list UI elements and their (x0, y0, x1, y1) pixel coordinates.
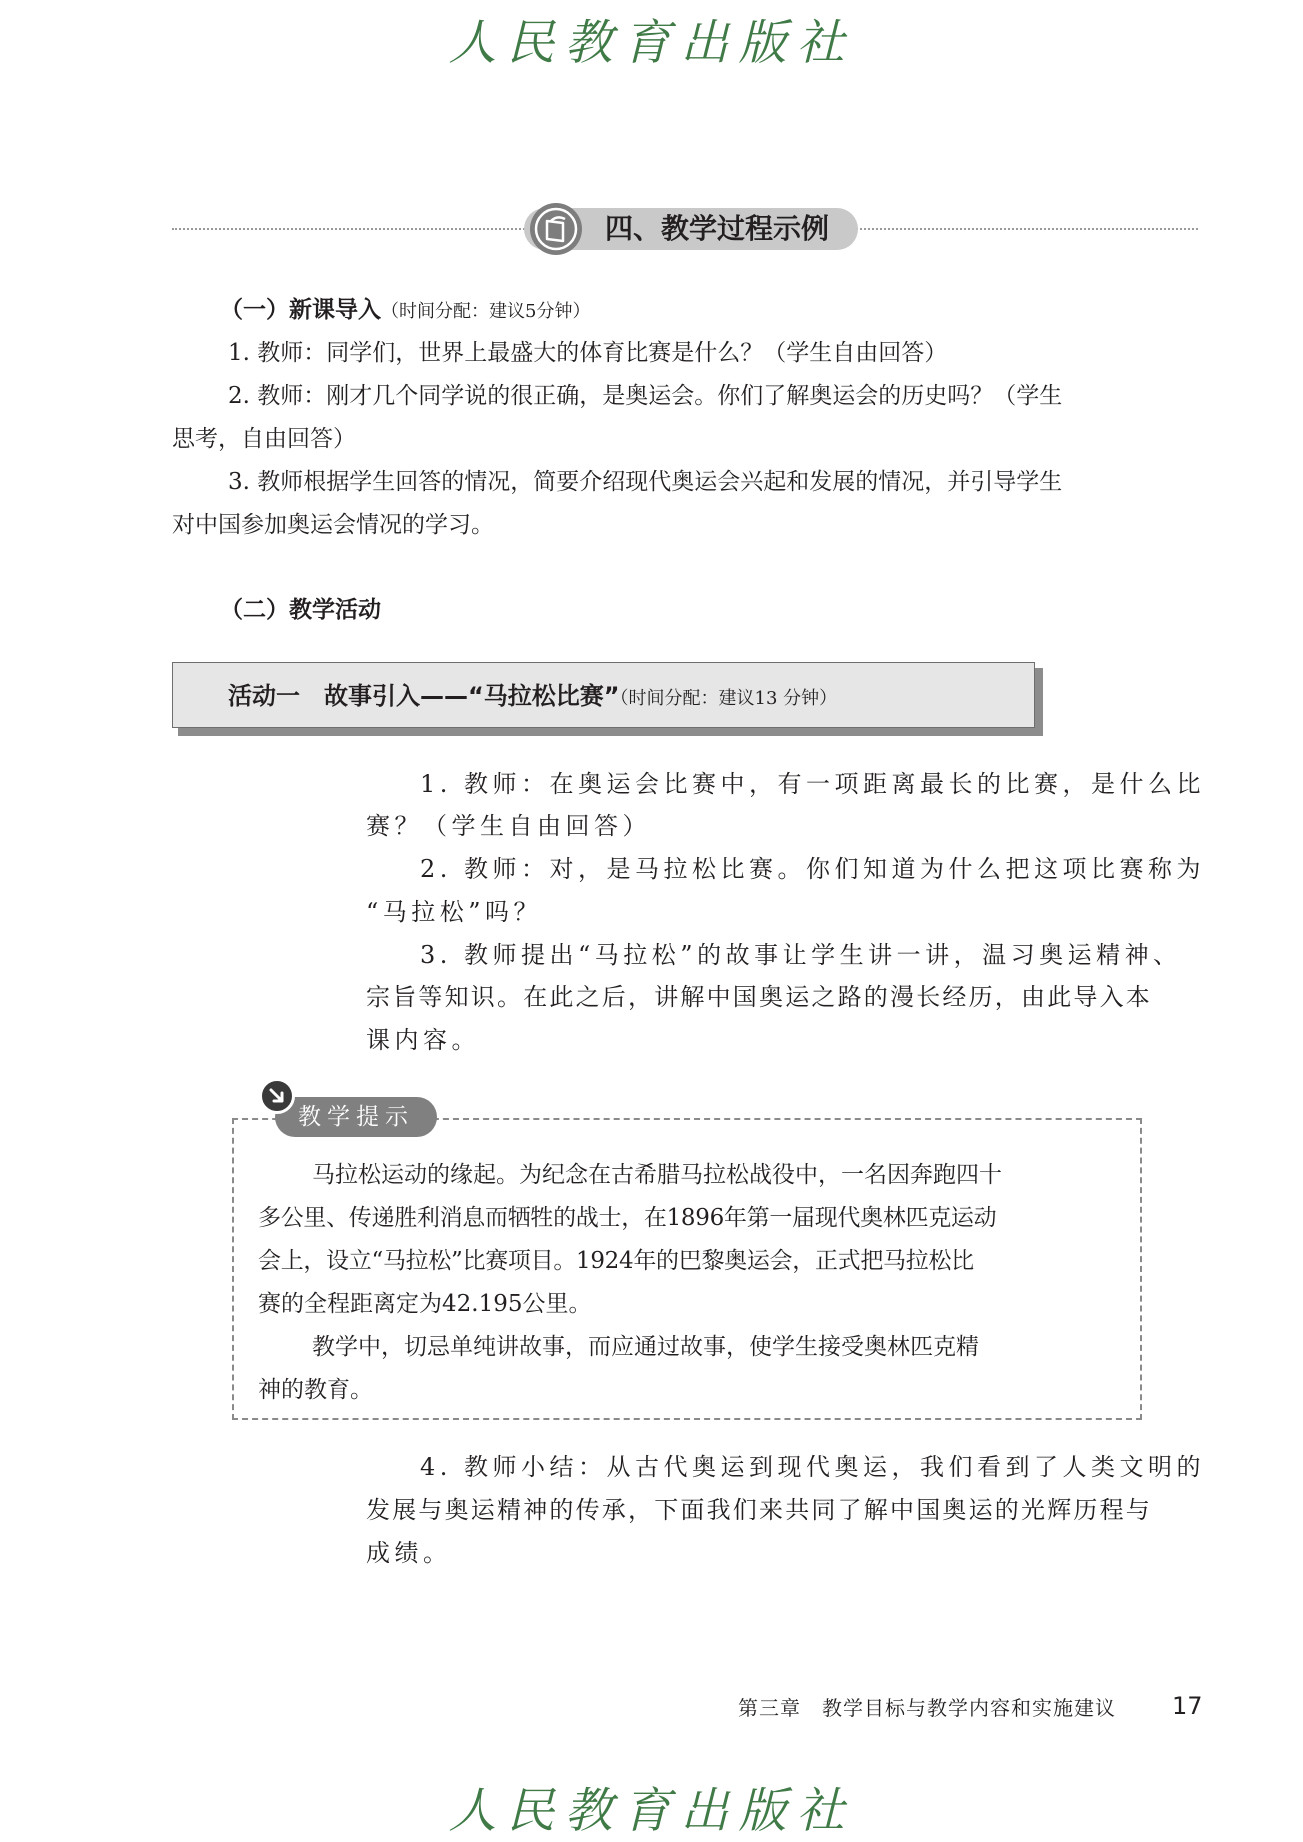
activity-line-7: 课内容。 (366, 1026, 480, 1054)
part1-line-4: 3. 教师根据学生回答的情况，简要介绍现代奥运会兴起和发展的情况，并引导学生 (228, 469, 1063, 495)
tip-line-4: 赛的全程距离定为42.195公里。 (258, 1291, 592, 1317)
part1-line-3: 思考，自由回答） (172, 426, 356, 452)
tip-line-1: 马拉松运动的缘起。为纪念在古希腊马拉松战役中，一名因奔跑四十 (312, 1162, 1002, 1188)
activity-closing-line-2: 发展与奥运精神的传承，下面我们来共同了解中国奥运的光辉历程与 (366, 1496, 1152, 1524)
tip-line-2: 多公里、传递胜利消息而牺牲的战士，在1896年第一届现代奥林匹克运动 (258, 1205, 997, 1231)
part1-line-2: 2. 教师：刚才几个同学说的很正确，是奥运会。你们了解奥运会的历史吗？（学生 (228, 383, 1063, 409)
publisher-logo-bottom: 人民教育出版社 (448, 1783, 855, 1839)
tip-line-3: 会上，设立“马拉松”比赛项目。1924年的巴黎奥运会，正式把马拉松比 (258, 1248, 974, 1274)
tip-line-5: 教学中，切忌单纯讲故事，而应通过故事，使学生接受奥林匹克精 (312, 1334, 979, 1360)
teaching-tip-label: 教学提示 (275, 1097, 437, 1137)
activity-line-5: 3. 教师提出“马拉松”的故事让学生讲一讲，温习奥运精神、 (420, 941, 1182, 969)
activity-closing-line-3: 成绩。 (366, 1539, 452, 1567)
section-divider-right (856, 228, 1198, 230)
arrow-down-right-icon (259, 1078, 295, 1114)
activity-title (228, 677, 837, 718)
activity-line-3: 2. 教师：对，是马拉松比赛。你们知道为什么把这项比赛称为 (420, 855, 1206, 883)
activity-line-6: 宗旨等知识。在此之后，讲解中国奥运之路的漫长经历，由此导入本 (366, 983, 1152, 1011)
book-icon (530, 203, 582, 255)
part1-heading (220, 289, 590, 333)
activity-closing-line-1: 4. 教师小结：从古代奥运到现代奥运，我们看到了人类文明的 (420, 1453, 1206, 1481)
part2-heading: （二）教学活动 (220, 597, 381, 623)
tip-line-6: 神的教育。 (258, 1377, 373, 1403)
page-number: 17 (1172, 1692, 1203, 1720)
part1-line-1: 1. 教师：同学们，世界上最盛大的体育比赛是什么？（学生自由回答） (228, 340, 948, 366)
activity-title-text: 活动一 故事引入——“马拉松比赛” (228, 682, 620, 710)
activity-line-4: “马拉松”吗？ (366, 898, 543, 926)
activity-line-2: 赛？（学生自由回答） (366, 812, 651, 840)
part1-time-note: （时间分配：建议5分钟） (381, 301, 591, 322)
activity-time-note: （时间分配：建议13 分钟） (619, 688, 838, 709)
section-title: 四、教学过程示例 (605, 212, 830, 245)
part1-heading-text: （一）新课导入 (220, 297, 381, 323)
section-divider-left (172, 228, 528, 230)
activity-line-1: 1. 教师：在奥运会比赛中，有一项距离最长的比赛，是什么比 (420, 770, 1206, 798)
footer-chapter: 第三章 教学目标与教学内容和实施建议 (738, 1696, 1116, 1720)
publisher-logo-top: 人民教育出版社 (448, 15, 855, 71)
part1-line-5: 对中国参加奥运会情况的学习。 (172, 512, 494, 538)
